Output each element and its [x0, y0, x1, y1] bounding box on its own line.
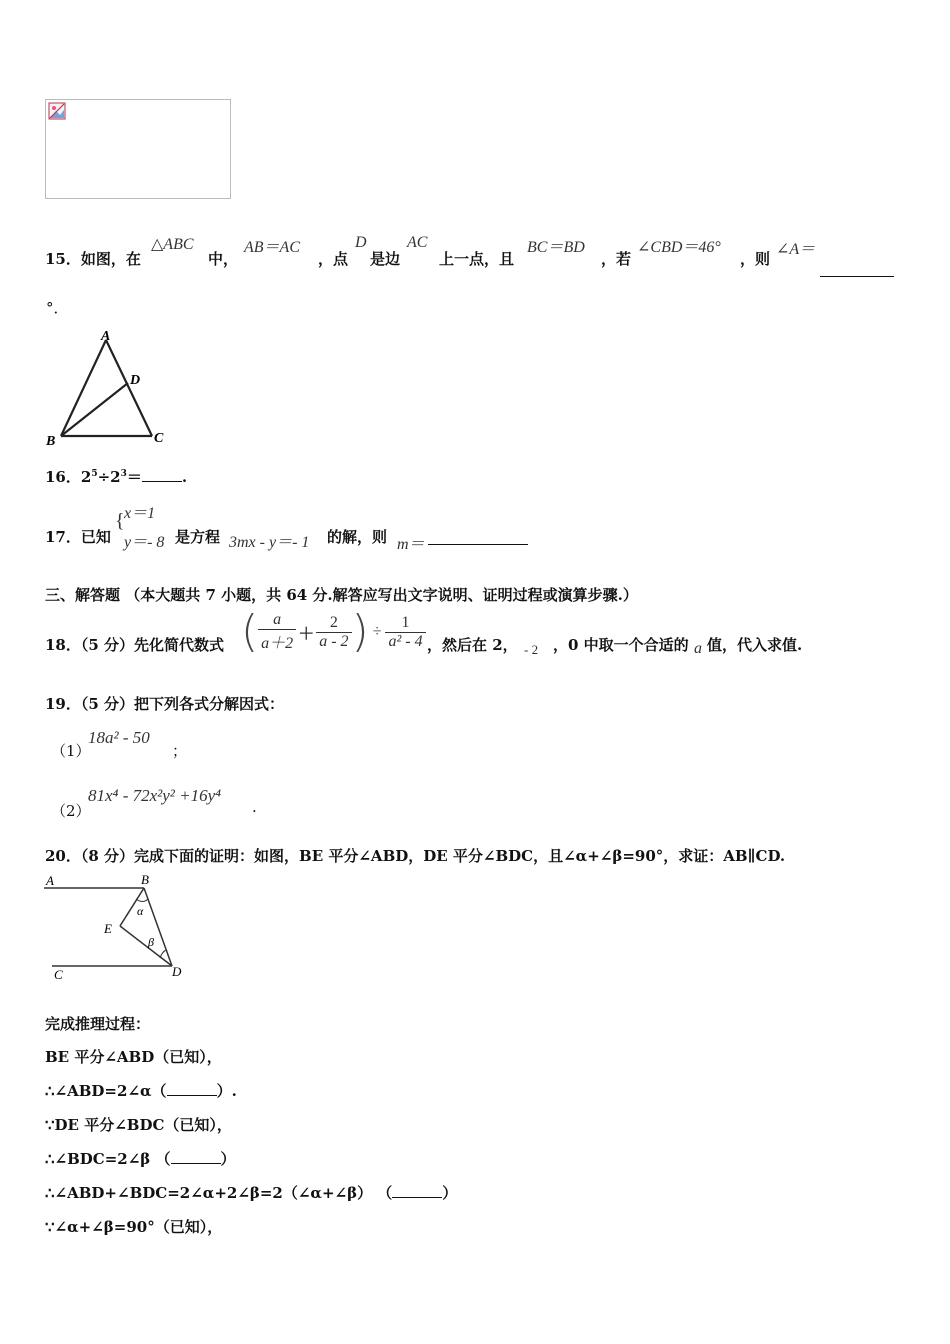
q15-text-edge: 是边 — [370, 250, 401, 268]
q18-div: ÷ — [372, 623, 382, 640]
q18-text-choose: ，0 中取一个合适的 — [553, 636, 689, 654]
q17-answer-blank[interactable] — [428, 530, 528, 549]
label-a: A — [46, 873, 54, 888]
q20-step1: BE 平分∠ABD（已知）， — [45, 1048, 222, 1066]
q17-m-label: m＝ — [397, 536, 425, 553]
q18-f3-den: a² - 4 — [388, 632, 423, 650]
q20-parallel-lines-figure — [44, 872, 194, 984]
q19-lead: 19．（5 分）把下列各式分解因式： — [45, 695, 285, 713]
angle-alpha-arc — [136, 899, 148, 902]
q20-reasoning-title: 完成推理过程： — [45, 1015, 151, 1033]
q17-text-then: 的解，则 — [327, 528, 388, 546]
q15-edge-ac: AC — [407, 234, 428, 251]
q17-text-equation: 是方程 — [175, 528, 221, 546]
q20-step5-text: ∴∠ABD+∠BDC=2∠α+2∠β=2（∠α+∠β） （ — [45, 1184, 393, 1202]
q16-exp2: 3 — [120, 469, 127, 479]
q17-y-value: y＝- 8 — [124, 534, 165, 551]
q16-exp1: 5 — [91, 469, 98, 479]
q16-end: . — [181, 468, 188, 486]
label-beta: β — [148, 935, 154, 949]
q15-text-then: ，则 — [740, 250, 771, 268]
q18-f3-num: 1 — [385, 614, 425, 633]
q17-equation: 3mx - y＝- 1 — [229, 534, 310, 551]
q20-step5 — [45, 1182, 457, 1203]
q15-eq-bc-bd: BC＝BD — [527, 239, 585, 256]
broken-image-icon — [48, 102, 66, 120]
q19-part2-label: （2） — [51, 802, 91, 820]
q18-neg2: - 2 — [524, 642, 539, 657]
q18-f1-den: a＋2 — [261, 635, 294, 652]
q20-step3: ∵DE 平分∠BDC（已知）， — [45, 1116, 232, 1134]
q15-triangle-abc: △ABC — [151, 236, 194, 253]
label-d: D — [172, 964, 182, 979]
q18-fraction-3 — [385, 614, 425, 651]
q18-right-paren: ) — [351, 606, 369, 657]
q20-step5-blank[interactable] — [392, 1185, 442, 1198]
q18-text-then: ，然后在 2， — [427, 636, 518, 654]
q20-step6: ∵∠α+∠β=90°（已知）， — [45, 1218, 223, 1236]
q20-step4-end: ） — [220, 1150, 236, 1168]
q20-step2 — [45, 1080, 237, 1101]
label-alpha: α — [137, 904, 144, 918]
label-c: C — [154, 431, 164, 446]
label-b: B — [141, 872, 149, 887]
q18-expression — [241, 604, 426, 660]
label-c: C — [54, 967, 63, 982]
q15-text-mid: 中， — [208, 250, 239, 268]
q15-number: 15．如图，在 — [45, 250, 141, 268]
q20-step4 — [45, 1148, 236, 1169]
label-a: A — [101, 329, 111, 344]
q16-answer-blank[interactable] — [142, 469, 182, 482]
q20-step2-end: ）. — [216, 1082, 237, 1100]
q20-step4-blank[interactable] — [171, 1151, 221, 1164]
q19-part1-end: ； — [172, 742, 188, 760]
segment-bd — [61, 383, 128, 436]
q20-step4-text: ∴∠BDC=2∠β （ — [45, 1150, 171, 1168]
q18-fraction-1 — [258, 611, 296, 653]
q19-expr1: 18a² - 50 — [88, 728, 150, 747]
broken-image-placeholder — [45, 99, 231, 199]
q18-f2-den: a - 2 — [319, 632, 349, 650]
q18-plus: ＋ — [298, 625, 315, 643]
q19-expr2: 81x⁴ - 72x²y² +16y⁴ — [88, 786, 222, 805]
q18-f2-num: 2 — [316, 614, 351, 633]
q20-step5-end: ） — [442, 1184, 458, 1202]
q20-step2-blank[interactable] — [167, 1083, 217, 1096]
q18-text-end: 值，代入求值. — [707, 636, 803, 654]
q15-text-if: ，若 — [601, 250, 632, 268]
q18-fraction-2 — [316, 614, 351, 651]
q17-x-value: x＝1 — [124, 505, 156, 522]
q15-triangle-figure — [44, 328, 174, 446]
q18-f1-num: a — [258, 611, 296, 630]
q17-brace: { — [115, 510, 125, 532]
label-d: D — [130, 373, 141, 388]
q18-lead: 18．（5 分）先化简代数式 — [45, 636, 225, 654]
q19-part2-end: . — [252, 798, 257, 816]
q19-part1-label: （1） — [51, 742, 91, 760]
q16-op: ÷2 — [97, 468, 121, 486]
q18-left-paren: ( — [241, 606, 259, 657]
section-3-heading: 三、解答题 （本大题共 7 小题，共 64 分.解答应写出文字说明、证明过程或演算步骤.） — [45, 586, 638, 604]
q17-lead: 17．已知 — [45, 528, 111, 546]
q15-degree-end: °． — [46, 299, 69, 317]
label-e: E — [104, 921, 112, 936]
q15-text-and: 上一点，且 — [439, 250, 515, 268]
q18-var-a: a — [694, 640, 702, 657]
q15-text-point: ，点 — [318, 250, 349, 268]
q15-eq-ab-ac: AB＝AC — [244, 239, 300, 256]
edge-ac — [106, 340, 152, 436]
q15-point-d: D — [355, 234, 367, 251]
q16-lead: 16．2 — [45, 468, 92, 486]
q15-eq-angle-a: ∠A＝ — [776, 241, 816, 258]
q15-eq-angle-cbd: ∠CBD＝46° — [637, 239, 721, 256]
q20-lead: 20．（8 分）完成下面的证明：如图，BE 平分∠ABD，DE 平分∠BDC，且∠α+∠β=90°，求证：AB∥CD. — [45, 847, 786, 865]
q20-step2-text: ∴∠ABD=2∠α（ — [45, 1082, 167, 1100]
label-b: B — [46, 434, 56, 446]
angle-beta-arc — [160, 950, 166, 958]
q16-text — [45, 466, 187, 487]
q16-eq: ＝ — [126, 468, 142, 486]
edge-ab — [61, 340, 106, 436]
q15-answer-blank[interactable] — [820, 262, 894, 281]
